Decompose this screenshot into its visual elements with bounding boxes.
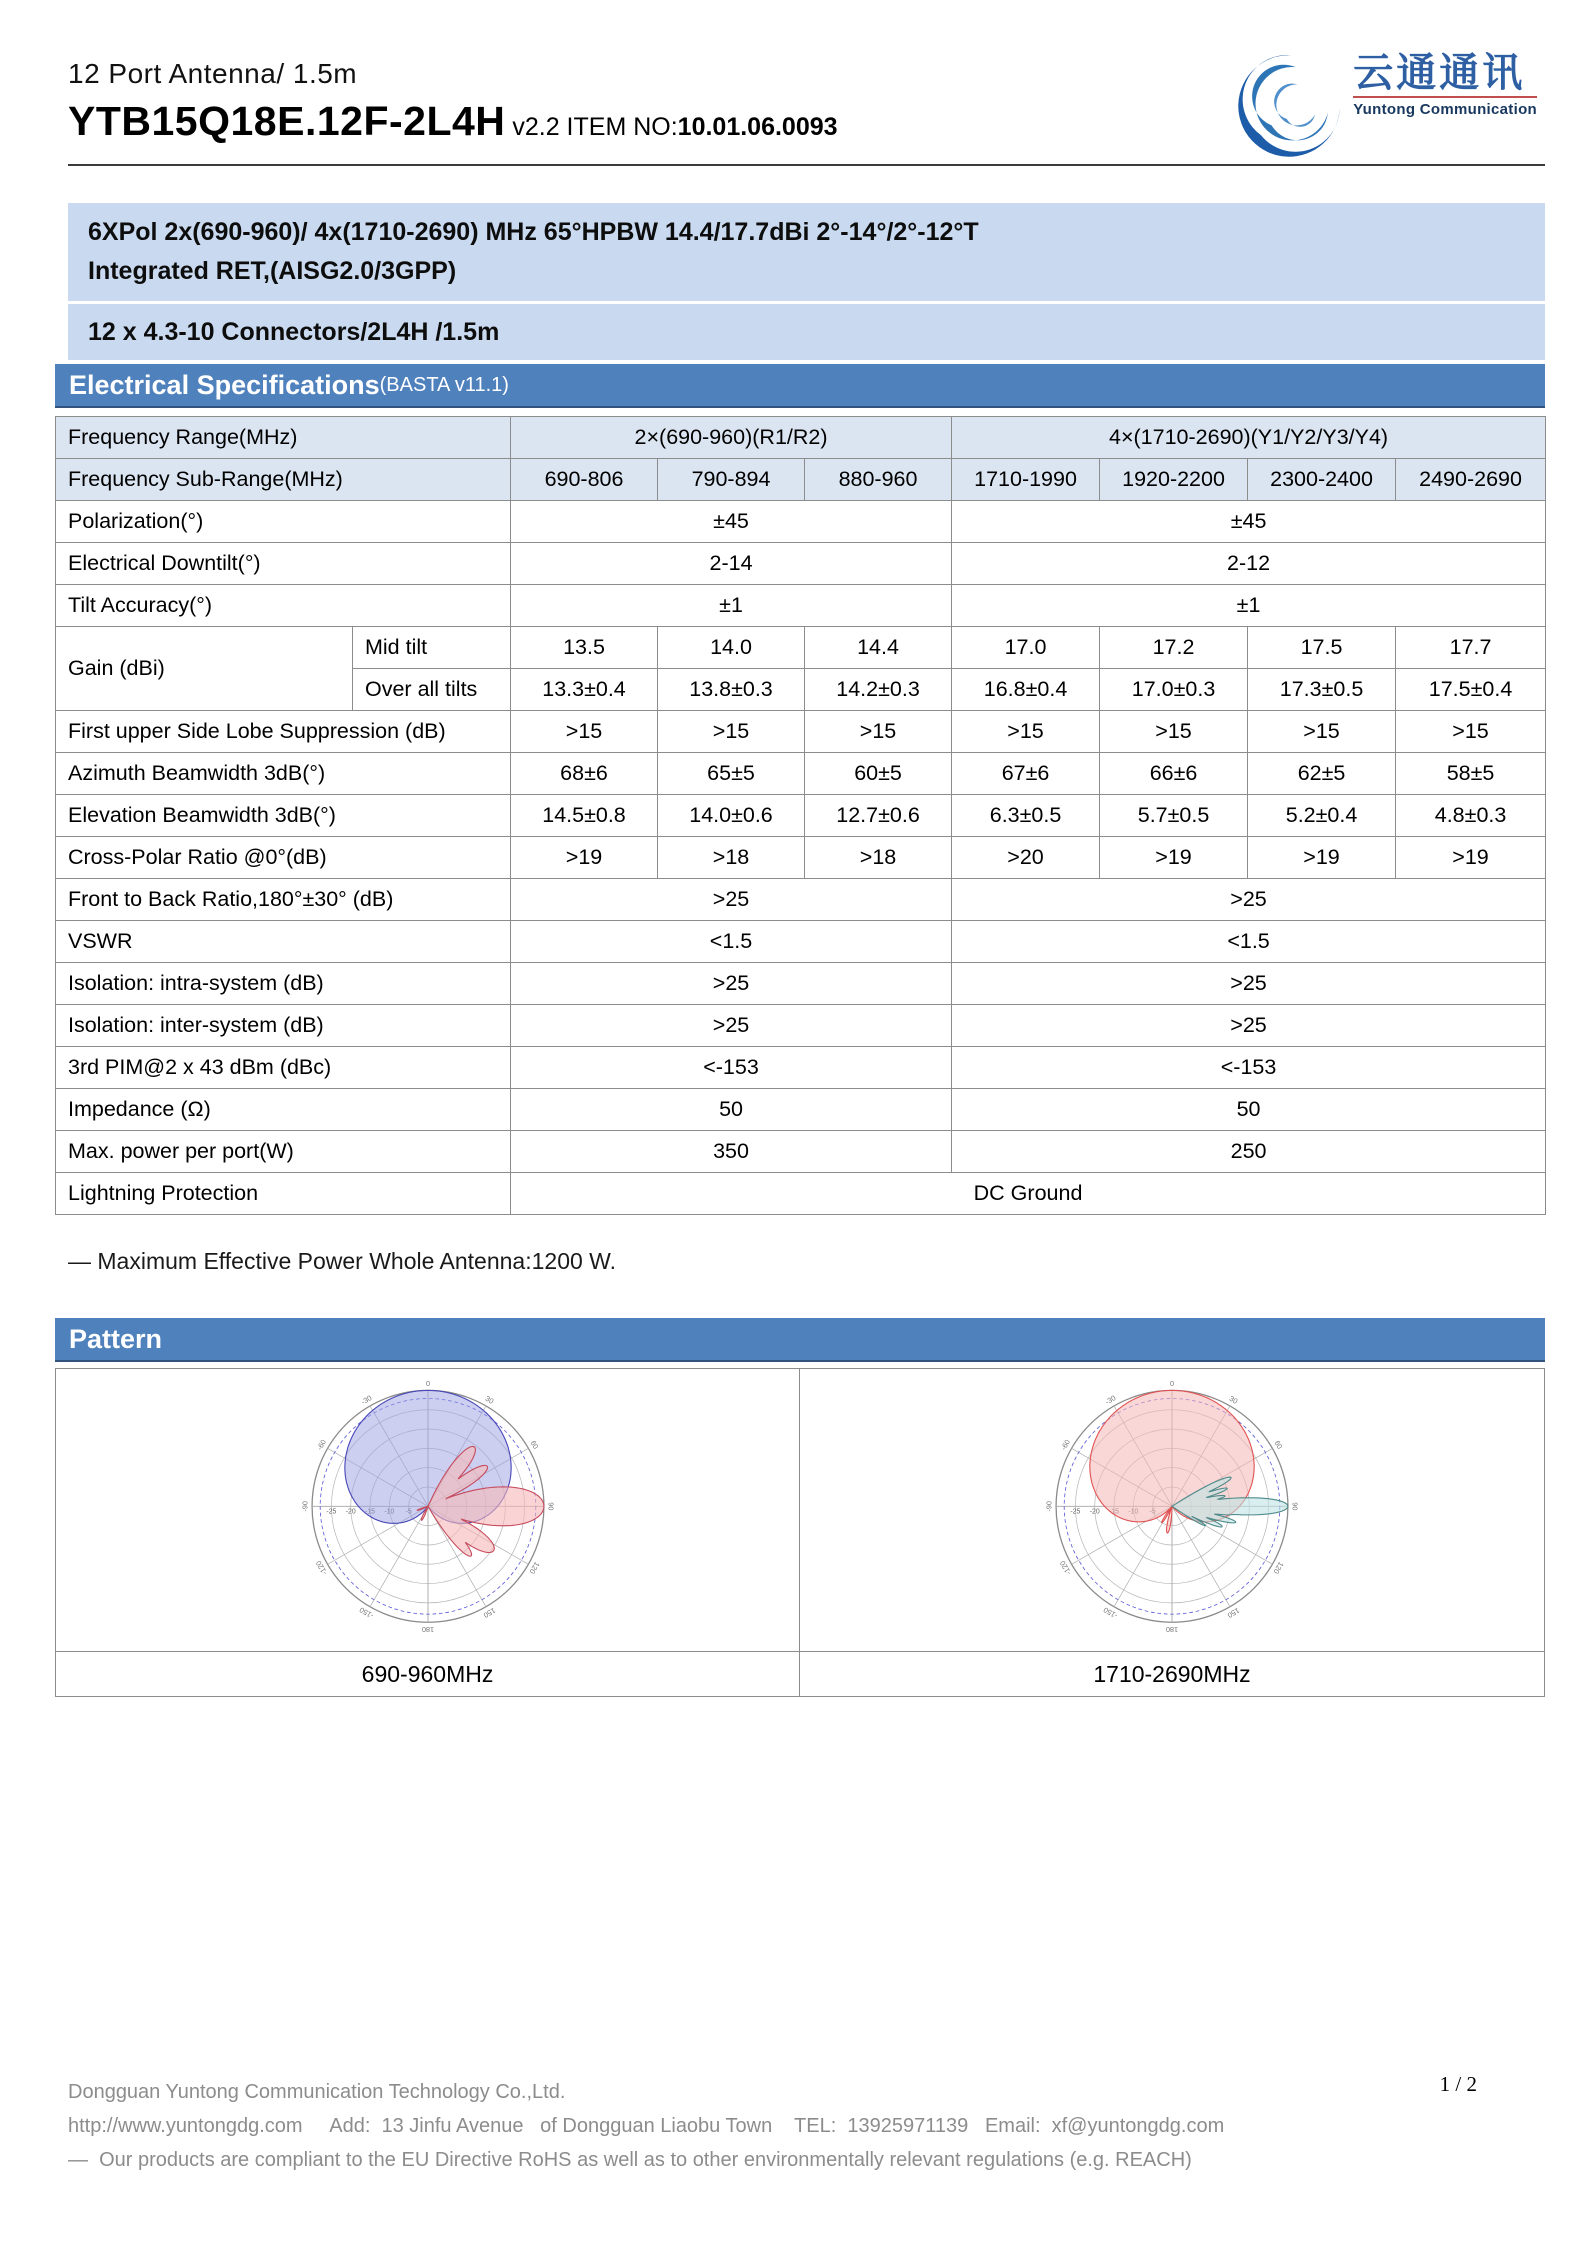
table-row: [56, 585, 1546, 627]
row-label: Frequency Range(MHz): [56, 417, 511, 459]
cell: >15: [658, 711, 805, 753]
summary-box-bottom: [68, 304, 1545, 361]
pattern-bar: [55, 1318, 1545, 1362]
cell: 58±5: [1396, 753, 1546, 795]
svg-text:0: 0: [425, 1378, 430, 1388]
table-row: [56, 837, 1546, 879]
electrical-specifications-title: Electrical Specifications: [69, 369, 380, 400]
pattern-box: [55, 1368, 1545, 1697]
row-label: Max. power per port(W): [56, 1131, 511, 1173]
row-label: VSWR: [56, 921, 511, 963]
cell: 62±5: [1248, 753, 1396, 795]
cell-low-band: 50: [511, 1089, 952, 1131]
svg-text:-90: -90: [299, 1500, 309, 1512]
cell: 17.0±0.3: [1100, 669, 1248, 711]
table-row: [56, 879, 1546, 921]
row-label: Isolation: intra-system (dB): [56, 963, 511, 1005]
svg-text:0: 0: [1169, 1378, 1175, 1388]
svg-text:-90: -90: [1044, 1500, 1054, 1512]
cell: 67±6: [952, 753, 1100, 795]
item-number: 10.01.06.0093: [677, 113, 838, 141]
cell-high-band: <-153: [952, 1047, 1546, 1089]
cell: 68±6: [511, 753, 658, 795]
summary-box: [68, 203, 1545, 360]
cell: 14.2±0.3: [805, 669, 952, 711]
version-itemno-label: v2.2 ITEM NO:: [505, 113, 678, 141]
cell: 17.2: [1100, 627, 1248, 669]
table-row: [56, 963, 1546, 1005]
cell: 17.5: [1248, 627, 1396, 669]
svg-text:120: 120: [1271, 1560, 1286, 1576]
pattern-cell-low-band: [56, 1369, 800, 1651]
max-power-note: — Maximum Effective Power Whole Antenna:1200 W.: [68, 1248, 616, 1274]
table-row: [56, 1005, 1546, 1047]
svg-text:-30: -30: [1103, 1393, 1118, 1407]
summary-line-2: Integrated RET,(AISG2.0/3GPP): [88, 256, 457, 285]
electrical-spec-table: [55, 416, 1546, 1215]
table-row: [56, 417, 1546, 459]
company-logo: [1235, 52, 1537, 160]
electrical-specifications-bar: [55, 364, 1545, 408]
footer-company: Dongguan Yuntong Communication Technology Co.,Ltd.: [68, 2081, 566, 2103]
table-row: [56, 753, 1546, 795]
page-number: 1 / 2: [1439, 2072, 1477, 2096]
cell: >15: [1100, 711, 1248, 753]
cell: 65±5: [658, 753, 805, 795]
cell: 66±6: [1100, 753, 1248, 795]
row-label: Polarization(°): [56, 501, 511, 543]
table-row: [56, 1089, 1546, 1131]
cell-low-band: ±1: [511, 585, 952, 627]
product-line-title: 12 Port Antenna/ 1.5m: [68, 58, 358, 89]
svg-text:90: 90: [546, 1502, 556, 1511]
cell-low-band: <1.5: [511, 921, 952, 963]
table-row: [56, 501, 1546, 543]
svg-text:-20: -20: [345, 1508, 356, 1516]
footer: [68, 2082, 1545, 2184]
logo-chinese-name: 云通通讯: [1353, 51, 1526, 95]
cell-high-band: 50: [952, 1089, 1546, 1131]
cell-high-band: >25: [952, 879, 1546, 921]
row-label: Front to Back Ratio,180°±30° (dB): [56, 879, 511, 921]
cell-high-band: 4×(1710-2690)(Y1/Y2/Y3/Y4): [952, 417, 1546, 459]
table-row: [56, 1173, 1546, 1215]
cell: 4.8±0.3: [1396, 795, 1546, 837]
cell: 17.5±0.4: [1396, 669, 1546, 711]
cell: >15: [511, 711, 658, 753]
logo-icon: [1235, 52, 1343, 160]
row-label: Cross-Polar Ratio @0°(dB): [56, 837, 511, 879]
svg-text:-120: -120: [313, 1559, 329, 1577]
pattern-title: Pattern: [69, 1323, 163, 1354]
cell: 880-960: [805, 459, 952, 501]
cell-high-band: >25: [952, 963, 1546, 1005]
cell-high-band: <1.5: [952, 921, 1546, 963]
model-number: YTB15Q18E.12F-2L4H: [68, 98, 506, 144]
svg-text:-30: -30: [359, 1393, 373, 1407]
table-row: [56, 1047, 1546, 1089]
header-rule: [68, 164, 1545, 166]
table-row: [56, 711, 1546, 753]
cell: 17.3±0.5: [1248, 669, 1396, 711]
cell: 14.0: [658, 627, 805, 669]
cell: 17.0: [952, 627, 1100, 669]
row-label: Lightning Protection: [56, 1173, 511, 1215]
cell: 5.7±0.5: [1100, 795, 1248, 837]
svg-text:180: 180: [1165, 1624, 1179, 1634]
svg-text:180: 180: [421, 1624, 434, 1634]
cell: >15: [805, 711, 952, 753]
cell-low-band: ±45: [511, 501, 952, 543]
pattern-label-low-band: 690-960MHz: [56, 1652, 800, 1696]
cell: 60±5: [805, 753, 952, 795]
table-row: [56, 627, 1546, 669]
svg-text:-25: -25: [1070, 1508, 1081, 1516]
logo-underline: [1353, 96, 1537, 98]
cell-low-band: >25: [511, 963, 952, 1005]
footer-compliance: — Our products are compliant to the EU Directive RoHS as well as to other environmentally relevant regulations (e.g. REACH): [68, 2149, 1192, 2171]
svg-text:150: 150: [1225, 1605, 1242, 1620]
svg-text:30: 30: [1227, 1393, 1240, 1406]
cell: 14.4: [805, 627, 952, 669]
cell: 12.7±0.6: [805, 795, 952, 837]
cell: 6.3±0.5: [952, 795, 1100, 837]
cell: 13.3±0.4: [511, 669, 658, 711]
row-label: Azimuth Beamwidth 3dB(°): [56, 753, 511, 795]
cell-high-band: 2-12: [952, 543, 1546, 585]
svg-text:60: 60: [528, 1439, 540, 1451]
cell: 14.0±0.6: [658, 795, 805, 837]
svg-text:-150: -150: [1101, 1605, 1120, 1621]
sub-label: Mid tilt: [353, 627, 511, 669]
cell: 2490-2690: [1396, 459, 1546, 501]
svg-text:-25: -25: [325, 1508, 336, 1516]
sub-label: Over all tilts: [353, 669, 511, 711]
row-label: 3rd PIM@2 x 43 dBm (dBc): [56, 1047, 511, 1089]
cell: >18: [805, 837, 952, 879]
row-label: Electrical Downtilt(°): [56, 543, 511, 585]
svg-text:-150: -150: [357, 1605, 375, 1621]
cell: 790-894: [658, 459, 805, 501]
row-label: Gain (dBi): [56, 627, 353, 711]
cell: 5.2±0.4: [1248, 795, 1396, 837]
cell: 1710-1990: [952, 459, 1100, 501]
svg-text:-20: -20: [1089, 1508, 1100, 1516]
summary-box-top: [68, 203, 1545, 301]
pattern-plots-row: [56, 1369, 1544, 1651]
row-label: Isolation: inter-system (dB): [56, 1005, 511, 1047]
logo-english-name: Yuntong Communication: [1353, 101, 1537, 118]
row-label: Impedance (Ω): [56, 1089, 511, 1131]
table-row: [56, 543, 1546, 585]
cell-low-band: <-153: [511, 1047, 952, 1089]
svg-text:-60: -60: [314, 1437, 328, 1452]
cell: 17.7: [1396, 627, 1546, 669]
svg-text:120: 120: [527, 1560, 542, 1576]
row-label: Tilt Accuracy(°): [56, 585, 511, 627]
cell: 16.8±0.4: [952, 669, 1100, 711]
summary-line-1: 6XPol 2x(690-960)/ 4x(1710-2690) MHz 65°HPBW 14.4/17.7dBi 2°-14°/2°-12°T: [88, 218, 979, 246]
cell: 690-806: [511, 459, 658, 501]
svg-text:90: 90: [1290, 1502, 1300, 1511]
cell: 1920-2200: [1100, 459, 1248, 501]
cell: >18: [658, 837, 805, 879]
table-row: [56, 1131, 1546, 1173]
row-label: Elevation Beamwidth 3dB(°): [56, 795, 511, 837]
cell: >20: [952, 837, 1100, 879]
table-row: [56, 921, 1546, 963]
svg-text:-60: -60: [1058, 1437, 1073, 1452]
cell-high-band: ±45: [952, 501, 1546, 543]
cell-high-band: >25: [952, 1005, 1546, 1047]
cell: >19: [1100, 837, 1248, 879]
pattern-labels-row: [56, 1651, 1544, 1696]
cell: 14.5±0.8: [511, 795, 658, 837]
cell: 13.8±0.3: [658, 669, 805, 711]
cell-high-band: 250: [952, 1131, 1546, 1173]
svg-text:-120: -120: [1057, 1559, 1074, 1577]
cell: >15: [1248, 711, 1396, 753]
footer-contact: http://www.yuntongdg.com Add: 13 Jinfu Avenue of Dongguan Liaobu Town TEL: 13925971139 Email: xf@yuntongdg.com: [68, 2115, 1225, 2137]
basta-version-label: (BASTA v11.1): [379, 373, 509, 396]
cell-low-band: 2-14: [511, 543, 952, 585]
polar-pattern-690-960: [290, 1372, 566, 1648]
cell-full: DC Ground: [511, 1173, 1546, 1215]
logo-text: [1353, 52, 1537, 118]
cell-low-band: >25: [511, 1005, 952, 1047]
cell-low-band: >25: [511, 879, 952, 921]
cell: >19: [1248, 837, 1396, 879]
cell: 2300-2400: [1248, 459, 1396, 501]
table-row: [56, 459, 1546, 501]
cell: >15: [952, 711, 1100, 753]
pattern-cell-high-band: [800, 1369, 1544, 1651]
cell: 13.5: [511, 627, 658, 669]
svg-text:150: 150: [481, 1605, 497, 1620]
summary-line-3: 12 x 4.3-10 Connectors/2L4H /1.5m: [88, 317, 500, 346]
pattern-label-high-band: 1710-2690MHz: [1093, 1660, 1251, 1687]
row-label: Frequency Sub-Range(MHz): [56, 459, 511, 501]
cell: >15: [1396, 711, 1546, 753]
cell: >19: [511, 837, 658, 879]
cell: >19: [1396, 837, 1546, 879]
polar-pattern-1710-2690: [1034, 1372, 1310, 1648]
cell-high-band: ±1: [952, 585, 1546, 627]
cell-low-band: 2×(690-960)(R1/R2): [511, 417, 952, 459]
svg-text:60: 60: [1272, 1439, 1285, 1451]
svg-text:30: 30: [483, 1393, 495, 1406]
cell-low-band: 350: [511, 1131, 952, 1173]
table-row: [56, 795, 1546, 837]
row-label: First upper Side Lobe Suppression (dB): [56, 711, 511, 753]
